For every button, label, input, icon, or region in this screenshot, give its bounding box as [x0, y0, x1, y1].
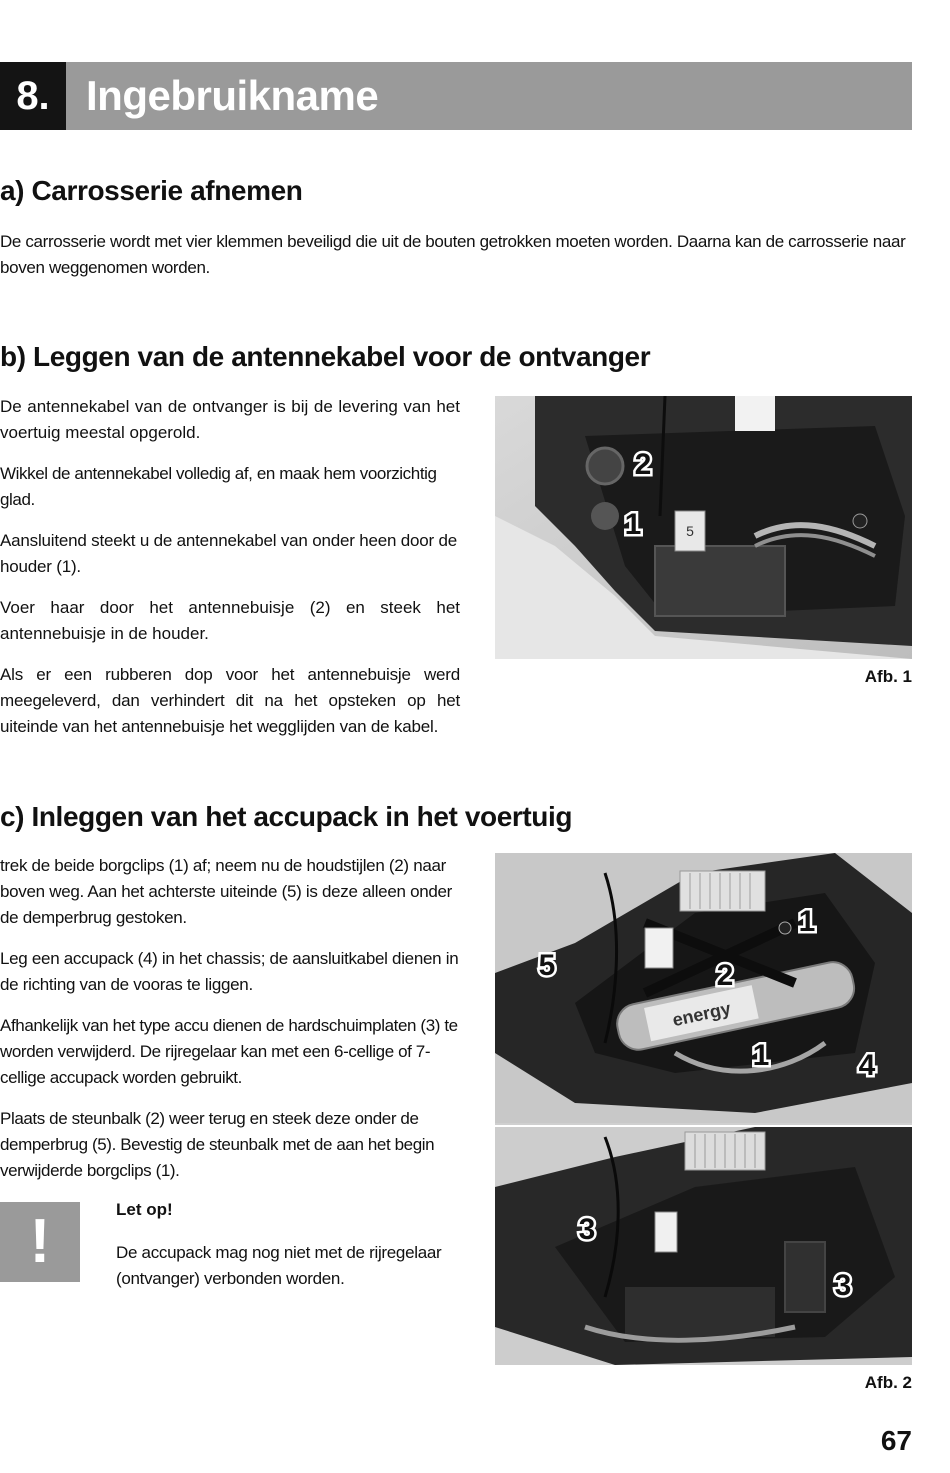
section-b-paragraph-4: Voer haar door het antennebuisje (2) en steek het antennebuisje in de houder.: [0, 598, 460, 643]
figure-2-marker-5: 5: [538, 949, 556, 982]
section-c-paragraph-1: trek de beide borgclips (1) af; neem nu de houdstijlen (2) naar boven weg. Aan het achterste uiteinde (5) is deze alleen onder de demperbrug gestoken.: [0, 856, 453, 927]
section-b-paragraph-1: De antennekabel van de ontvanger is bij de levering van het voertuig meestal opgerold.: [0, 397, 460, 442]
chapter-number: 8.: [0, 62, 66, 130]
figure-2-marker-2: 2: [716, 959, 734, 992]
figure-1-marker-2: 2: [634, 448, 652, 481]
section-b-paragraph-3: Aansluitend steekt u de antennekabel van onder heen door de houder (1).: [0, 531, 458, 576]
section-a-heading: a) Carrosserie afnemen: [0, 175, 303, 206]
chapter-title: Ingebruikname: [86, 72, 379, 119]
figure-2-photo-bottom: [495, 1127, 912, 1365]
section-a-text: De carrosserie wordt met vier klemmen beveiligd die uit de bouten getrokken moeten worden. Daarna kan de carrosserie naar boven weggenomen worden.: [0, 232, 906, 277]
warning-title: Let op!: [116, 1200, 173, 1219]
figure-2-photo-top: [495, 853, 912, 1125]
part-label-5: 5: [686, 523, 694, 539]
figure-2-marker-3-right: 3: [834, 1269, 852, 1302]
figure-1-photo: [495, 396, 912, 659]
figure-2-marker-1-top: 1: [798, 905, 816, 938]
warning-text: De accupack mag nog niet met de rijregelaar (ontvanger) verbonden worden.: [116, 1243, 442, 1288]
section-b-heading: b) Leggen van de antennekabel voor de ontvanger: [0, 341, 651, 372]
section-b-paragraph-2: Wikkel de antennekabel volledig af, en maak hem voorzichtig glad.: [0, 464, 437, 509]
section-c-paragraph-4: Plaats de steunbalk (2) weer terug en steek deze onder de demperbrug (5). Bevestig de steunbalk met de aan het begin verwijderde borgclips (1).: [0, 1109, 435, 1180]
figure-2-marker-1-bottom: 1: [752, 1039, 770, 1072]
battery-label: energy: [670, 998, 733, 1031]
figure-1-marker-1: 1: [624, 508, 642, 541]
figure-2-marker-4: 4: [858, 1049, 876, 1082]
figure-2-caption: Afb. 2: [864, 1373, 912, 1392]
section-c-paragraph-3: Afhankelijk van het type accu dienen de hardschuimplaten (3) te worden verwijderd. De rijregelaar kan met een 6-cellige of 7-cellige accupack worden gebruikt.: [0, 1016, 458, 1087]
figure-1-caption: Afb. 1: [864, 667, 912, 686]
section-c-paragraph-2: Leg een accupack (4) in het chassis; de aansluitkabel dienen in de richting van de vooras te liggen.: [0, 949, 459, 994]
exclamation-icon: !: [29, 1207, 51, 1276]
section-c-heading: c) Inleggen van het accupack in het voertuig: [0, 801, 573, 832]
page-number: 67: [880, 1425, 912, 1456]
section-b-paragraph-5: Als er een rubberen dop voor het antennebuisje werd meegeleverd, dan verhindert dit na het opsteken op het uiteinde van het antennebuisje het wegglijden van de kabel.: [0, 665, 460, 736]
figure-2-marker-3-left: 3: [578, 1213, 596, 1246]
